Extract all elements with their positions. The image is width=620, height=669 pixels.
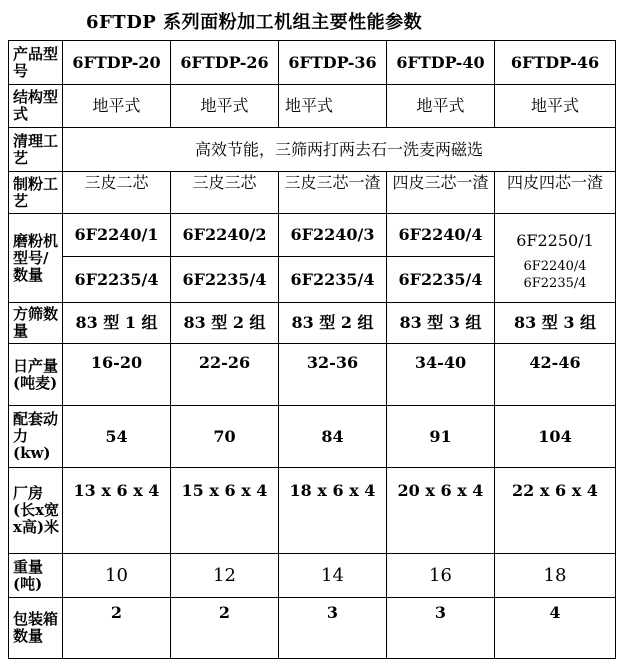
mill-model-cell: 6F2240/4 (387, 214, 495, 257)
capacity-cell: 32-36 (279, 344, 387, 406)
structure-cell: 地平式 (387, 85, 495, 128)
table-row-weight (9, 554, 616, 598)
plant-size-cell: 15 x 6 x 4 (171, 468, 279, 554)
row-label-structure: 结构型式 (9, 85, 63, 128)
cases-cell: 2 (63, 598, 171, 659)
capacity-cell: 34-40 (387, 344, 495, 406)
row-label-capacity: 日产量(吨麦) (9, 344, 63, 406)
sifter-cell: 83 型 2 组 (279, 303, 387, 344)
table-row-cases (9, 598, 616, 659)
sifter-cell: 83 型 3 组 (495, 303, 616, 344)
capacity-cell: 42-46 (495, 344, 616, 406)
cases-cell: 2 (171, 598, 279, 659)
structure-cell: 地平式 (171, 85, 279, 128)
row-label-cases: 包装箱数量 (9, 598, 63, 659)
plant-size-cell: 13 x 6 x 4 (63, 468, 171, 554)
milling-cell: 三皮三芯一渣 (279, 172, 387, 214)
table-row-cleaning (9, 128, 616, 172)
sifter-cell: 83 型 2 组 (171, 303, 279, 344)
mill-quantity-cell: 6F2235/4 (387, 257, 495, 303)
model-cell: 6FTDP-26 (171, 41, 279, 85)
table-row-mill-model (9, 214, 616, 257)
row-label-model: 产品型号 (9, 41, 63, 85)
sifter-cell: 83 型 3 组 (387, 303, 495, 344)
mill-quantity-cell: 6F2235/4 (63, 257, 171, 303)
model-cell: 6FTDP-40 (387, 41, 495, 85)
mill-model-cell: 6F2240/3 (279, 214, 387, 257)
weight-cell: 16 (387, 554, 495, 598)
table-row-sifter (9, 303, 616, 344)
structure-cell: 地平式 (63, 85, 171, 128)
cases-cell: 3 (387, 598, 495, 659)
mill-model-cell: 6F2240/2 (171, 214, 279, 257)
weight-cell: 18 (495, 554, 616, 598)
row-label-power: 配套动力(kw) (9, 406, 63, 468)
mill-model-line: 6F2250/1 (516, 231, 594, 250)
power-cell: 70 (171, 406, 279, 468)
mill-model-line: 6F2240/4 (523, 259, 587, 274)
model-cell: 6FTDP-20 (63, 41, 171, 85)
power-cell: 104 (495, 406, 616, 468)
table-row-model (9, 41, 616, 85)
plant-size-cell: 18 x 6 x 4 (279, 468, 387, 554)
milling-cell: 四皮四芯一渣 (495, 172, 616, 214)
cleaning-process-cell: 高效节能，三筛两打两去石一洗麦两磁选 (63, 128, 616, 172)
milling-cell: 三皮二芯 (63, 172, 171, 214)
cases-cell: 4 (495, 598, 616, 659)
mill-quantity-cell: 6F2235/4 (279, 257, 387, 303)
mill-quantity-cell: 6F2235/4 (171, 257, 279, 303)
milling-cell: 三皮三芯 (171, 172, 279, 214)
mill-model-cell-multi (495, 214, 616, 303)
model-cell: 6FTDP-36 (279, 41, 387, 85)
table-row-capacity (9, 344, 616, 406)
row-label-weight: 重量(吨) (9, 554, 63, 598)
cases-cell: 3 (279, 598, 387, 659)
plant-size-cell: 20 x 6 x 4 (387, 468, 495, 554)
capacity-cell: 22-26 (171, 344, 279, 406)
plant-size-cell: 22 x 6 x 4 (495, 468, 616, 554)
table-row-plant (9, 468, 616, 554)
table-row-structure (9, 85, 616, 128)
row-label-cleaning: 清理工艺 (9, 128, 63, 172)
mill-model-cell: 6F2240/1 (63, 214, 171, 257)
table-row-power (9, 406, 616, 468)
weight-cell: 14 (279, 554, 387, 598)
structure-cell: 地平式 (495, 85, 616, 128)
weight-cell: 12 (171, 554, 279, 598)
row-label-sifter: 方筛数量 (9, 303, 63, 344)
row-label-plant: 厂房(长x宽x高)米 (9, 468, 63, 554)
row-label-milling: 制粉工艺 (9, 172, 63, 214)
page-title: 6FTDP 系列面粉加工机组主要性能参数 (86, 12, 423, 33)
capacity-cell: 16-20 (63, 344, 171, 406)
model-cell: 6FTDP-46 (495, 41, 616, 85)
sifter-cell: 83 型 1 组 (63, 303, 171, 344)
power-cell: 84 (279, 406, 387, 468)
specs-table (8, 40, 616, 659)
power-cell: 54 (63, 406, 171, 468)
power-cell: 91 (387, 406, 495, 468)
row-label-mill-type: 磨粉机型号/数量 (9, 214, 63, 303)
table-row-milling (9, 172, 616, 214)
structure-cell: 地平式 (279, 85, 387, 128)
weight-cell: 10 (63, 554, 171, 598)
mill-model-line: 6F2235/4 (523, 276, 587, 291)
milling-cell: 四皮三芯一渣 (387, 172, 495, 214)
